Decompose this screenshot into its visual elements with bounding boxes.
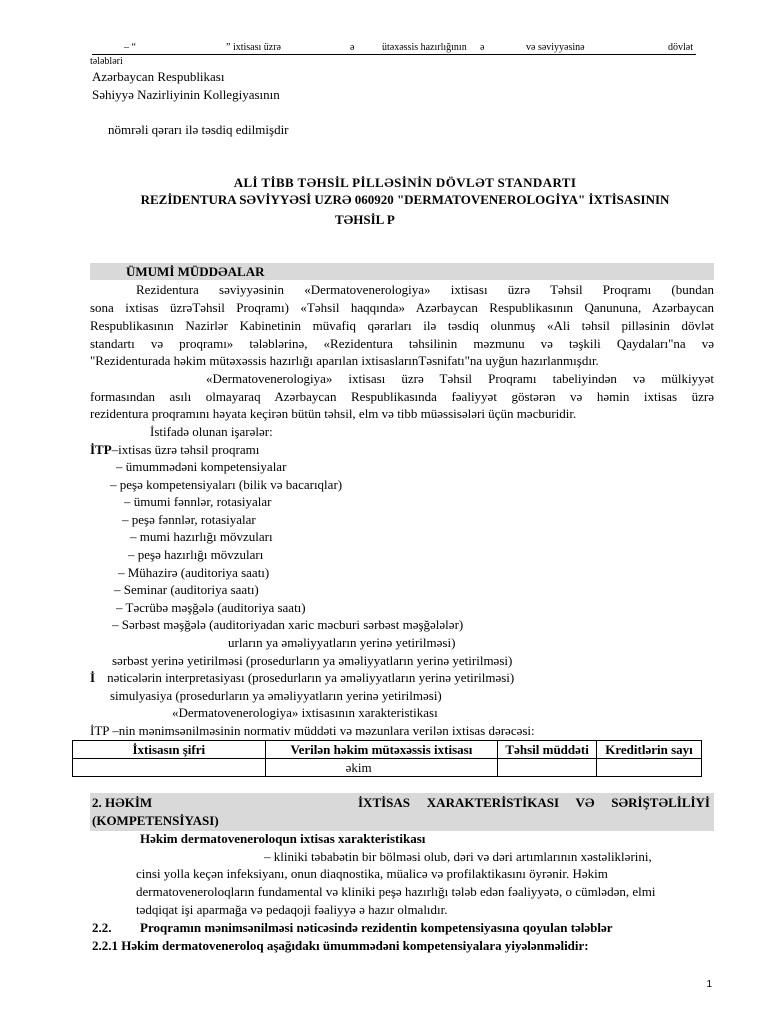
paragraph-1-line-3: Respublikasının Nazirlər Kabinetinin müvafiq qərarları ilə təsdiq olunmuş «Ali təhsil pilləsinin dövlət <box>90 318 714 333</box>
subsection-2-2-title: Proqramın mənimsənilməsi nəticəsində rezidentin kompetensiyasına qoyulan tələblər <box>140 920 613 935</box>
paragraph-2-line-3: rezidentura proqramını həyata keçirən bütün təhsil, elm və tibb müəssisələri üçün məcburidir. <box>90 406 577 421</box>
header-topline-2: ” ixtisası üzrə <box>226 42 281 53</box>
specialty-table <box>72 740 702 777</box>
abbreviation-item: – peşə hazırlığı mövzuları <box>128 547 264 562</box>
abbreviation-item: – Təcrübə məşğələ (auditoriya saatı) <box>116 600 306 615</box>
abbreviation-item: – ümummədəni kompetensiyalar <box>116 459 287 474</box>
abbreviation-text: –ixtisas üzrə təhsil proqramı <box>111 442 260 457</box>
abbreviation-item: – Sərbəst məşğələ (auditoriyadan xaric məcburi sərbəst məşğələlər) <box>112 617 464 632</box>
paragraph-2-line-2: formasından asılı olmayaraq Azərbaycan Respublikasında fəaliyyət göstərən və həmin ixtisas üzrə <box>90 389 714 404</box>
abbreviation-item: – mumi hazırlığı mövzuları <box>130 529 273 544</box>
approval-line-2: Səhiyyə Nazirliyinin Kollegiyasının <box>92 87 280 102</box>
page-number: 1 <box>706 979 712 990</box>
section-2-heading-continued: (KOMPETENSİYASI) <box>92 813 219 828</box>
table-cell: əkim <box>265 759 498 777</box>
section-2-paragraph-line-4: tədqiqat işi aparmağa və pedaqoji fəaliyyə ə hazır olmalıdır. <box>136 902 448 917</box>
table-row <box>73 759 702 777</box>
abbreviation-item: – peşə kompetensiyaları (bilik və bacarıqlar) <box>110 477 343 492</box>
abbreviation-code: İ <box>90 670 96 685</box>
subsection-2-2-1-title: 2.2.1 Həkim dermatovenerolоq aşağıdakı ümummədəni kompetensiyalara yiyələnməlidir: <box>92 938 589 953</box>
section-2-paragraph-line-3: dermatovenerolоqların fundamental və kliniki peşə hazırlığı tələb edən fəaliyyətə, o cümlədən, elmi <box>136 884 656 899</box>
table-cell <box>73 759 266 777</box>
paragraph-1-line-5: "Rezidenturada həkim mütəxəssis hazırlığı aparılan ixtisaslarınTəsnifatı"na uyğun hazırlanmışdır. <box>90 353 599 368</box>
document-title-line-2: REZİDENTURA SƏVİYYƏSİ UZRƏ 060920 "DERMATOVENEROLOGİYA" İXTİSASININ <box>140 192 670 207</box>
approval-line-3: nömrəli qərarı ilə təsdiq edilmişdir <box>108 122 289 137</box>
header-topline-continued: tələbləri <box>90 56 123 67</box>
abbreviation-text: nəticələrin interpretasiyası (prosedurların ya əməliyyatların yerinə yetirilməsi) <box>107 670 515 685</box>
abbreviation-item: – Mühazirə (auditoriya saatı) <box>118 565 270 580</box>
characteristics-title: «Dermatovenerologiya» ixtisasının xarakteristikası <box>172 705 438 720</box>
abbreviation-item <box>90 442 259 458</box>
abbreviation-item: – ümumi fənnlər, rotasiyalar <box>124 494 272 509</box>
table-header-cell: İxtisasın şifri <box>73 741 266 759</box>
section-2-paragraph-line-1: – kliniki təbabətin bir bölməsi olub, dəri və dəri artımlarının xəstəliklərini, <box>264 849 652 864</box>
paragraph-1-line-4: standartı və proqramı» tələblərinə, «Rezidentura təhsilinin məzmunu və təşkili Qaydaları"na və <box>90 336 714 351</box>
document-title-line-1: ALİ TİBB TƏHSİL PİLLƏSİNİN DÖVLƏT STANDARTI <box>233 175 577 190</box>
header-underline <box>92 54 696 55</box>
table-header-cell: Verilən həkim mütəxəssis ixtisası <box>265 741 498 759</box>
header-topline-7: dövlət <box>668 42 693 53</box>
paragraph-1-line-1-text: Rezidentura səviyyəsinin «Dermatovenerologiya» ixtisası üzrə Təhsil Proqramı (bundan <box>136 282 714 297</box>
abbreviation-item: simulyasiya (prosedurların ya əməliyyatların yerinə yetirilməsi) <box>110 688 442 703</box>
section-2-subheading: Həkim dermatovenerolоqun ixtisas xarakteristikası <box>140 831 426 846</box>
abbreviation-item <box>90 670 514 686</box>
section-2-heading-number: 2. HƏKİM <box>92 795 153 810</box>
section-2-paragraph-line-2: cinsi yolla keçən infeksiyanı, onun diaqnostika, müalicə və profilaktikasını öyrənir. Həkim <box>136 866 608 881</box>
paragraph-1-line-1 <box>136 282 714 298</box>
paragraph-2-line-1: «Dermatovenerologiya» ixtisası üzrə Təhsil Proqramı tabeliyindən və mülkiyyət <box>206 371 714 386</box>
table-header-cell: Kreditlərin sayı <box>597 741 702 759</box>
abbreviation-item: urların ya əməliyyatların yerinə yetirilməsi) <box>228 635 456 650</box>
paragraph-1-line-2: sona ixtisas üzrəTəhsil Proqramı) «Təhsil haqqında» Azərbaycan Respublikasının Qanununa, Azərbaycan <box>90 300 714 315</box>
document-title-line-3: TƏHSİL P <box>335 212 395 227</box>
header-topline-3: ə <box>350 42 355 53</box>
header-topline-1: – “ <box>124 42 136 53</box>
subsection-2-2-number: 2.2. <box>92 920 112 935</box>
abbreviations-title: İstifadə olunan işarələr: <box>150 424 273 439</box>
table-header-row <box>73 741 702 759</box>
table-intro: İTP –nin mənimsənilməsinin normativ müddəti və məzunlara verilən ixtisas dərəcəsi: <box>90 723 535 738</box>
header-topline-4: ütəxəssis hazırlığının <box>382 42 467 53</box>
abbreviation-item: – peşə fənnlər, rotasiyalar <box>122 512 256 527</box>
abbreviation-item: sərbəst yerinə yetirilməsi (prosedurların ya əməliyyatların yerinə yetirilməsi) <box>112 653 513 668</box>
abbreviation-code: İTP <box>90 442 112 457</box>
section-2-heading-title: İXTİSAS XARAKTERİSTİKASI VƏ SƏRİŞTƏLİLİYİ <box>358 795 710 810</box>
table-header-cell: Təhsil müddəti <box>498 741 597 759</box>
table-cell <box>498 759 597 777</box>
approval-line-1: Azərbaycan Respublikası <box>92 69 225 84</box>
header-topline-5: ə <box>480 42 485 53</box>
header-topline-6: və səviyyəsinə <box>526 42 585 53</box>
section-1-heading: ÜMUMİ MÜDDƏALAR <box>126 264 265 279</box>
abbreviation-item: – Seminar (auditoriya saatı) <box>114 582 259 597</box>
table-cell <box>597 759 702 777</box>
